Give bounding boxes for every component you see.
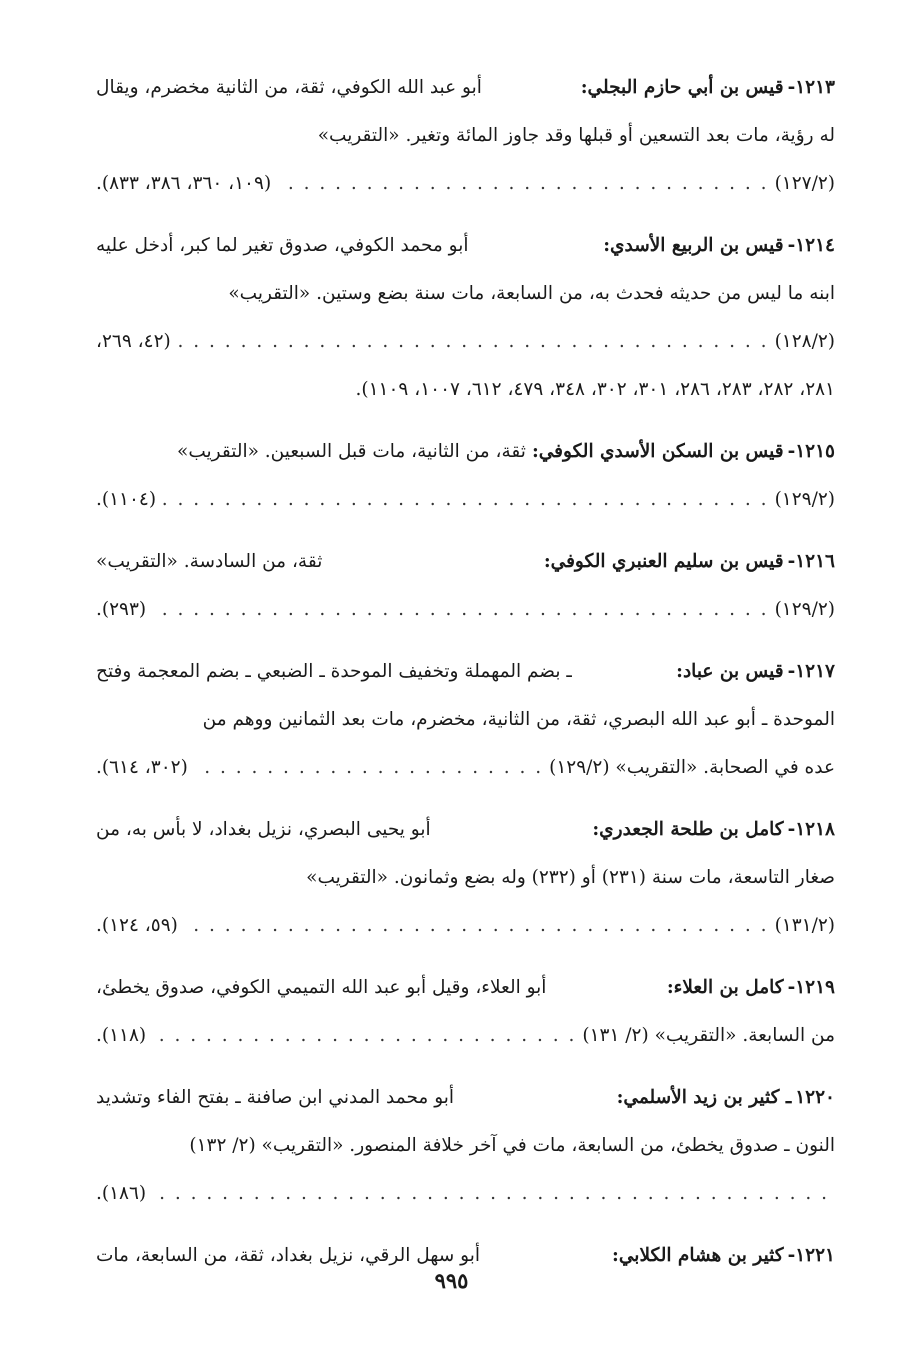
dot-leader (177, 318, 769, 366)
source-reference: (١٢٨/٢) (774, 331, 835, 352)
page-references: (٢٩٣). (96, 599, 147, 620)
dot-leader (162, 476, 769, 524)
entry-number: ١٢١٨- (787, 819, 835, 840)
entry-line (96, 1074, 835, 1122)
entry-text: أبو محمد الكوفي، صدوق تغير لما كبر، أدخل عليه (96, 235, 469, 256)
entry-text: ثقة، من الثانية، مات قبل السبعين. «التقريب» (177, 441, 526, 462)
dot-leader (152, 1012, 576, 1060)
entry-text: أبو العلاء، وقيل أبو عبد الله التميمي الكوفي، صدوق يخطئ، (96, 977, 547, 998)
page-references: (١٠٩، ٣٦٠، ٣٨٦، ٨٣٣). (96, 173, 272, 194)
biography-entry-1219 (96, 964, 835, 1060)
source-reference: (١٢٩/٢) (774, 599, 835, 620)
entry-text: أبو يحيى البصري، نزيل بغداد، لا بأس به، من (96, 819, 431, 840)
entry-line (96, 270, 835, 318)
page-references: (١٨٦). (96, 1183, 147, 1204)
entry-line (96, 806, 835, 854)
entry-number: ١٢١٧- (787, 661, 835, 682)
biography-entry-1217 (96, 648, 835, 792)
entry-number: ١٢١٦- (787, 551, 835, 572)
dot-leader (277, 160, 768, 208)
entry-text: أبو سهل الرقي، نزيل بغداد، ثقة، من السابعة، مات (96, 1245, 481, 1266)
entry-line (96, 112, 835, 160)
dot-leader (194, 744, 543, 792)
source-reference: عده في الصحابة. «التقريب» (١٢٩/٢) (549, 757, 835, 778)
entry-text: النون ـ صدوق يخطئ، من السابعة، مات في آخر خلافة المنصور. «التقريب» (٢/ ١٣٢) (189, 1135, 835, 1156)
source-reference: (١٣١/٢) (774, 915, 835, 936)
entry-number: ١٢١٥- (787, 441, 835, 462)
entry-number: ١٢١٣- (787, 77, 835, 98)
narrator-name: كامل بن العلاء: (666, 977, 784, 998)
entry-text: له رؤية، مات بعد التسعين أو قبلها وقد جاوز المائة وتغير. «التقريب» (317, 125, 835, 146)
entry-number: ١٢١٩- (787, 977, 835, 998)
narrator-name: كثير بن هشام الكلابي: (612, 1245, 784, 1266)
reference-line (96, 586, 835, 634)
entry-number: ١٢١٤- (787, 235, 835, 256)
entry-text: الموحدة ـ أبو عبد الله البصري، ثقة، من الثانية، مخضرم، مات بعد الثمانين ووهم من (202, 709, 835, 730)
reference-line (96, 902, 835, 950)
narrator-name: قيس بن سليم العنبري الكوفي: (543, 551, 784, 572)
biography-entry-1216 (96, 538, 835, 634)
page-number: ٩٩٥ (434, 1268, 469, 1293)
page-references: (١١٨). (96, 1025, 147, 1046)
dot-leader (152, 1170, 829, 1218)
entry-text: أبو عبد الله الكوفي، ثقة، من الثانية مخضرم، ويقال (96, 77, 482, 98)
page-references-continued: ٢٨١، ٢٨٢، ٢٨٣، ٢٨٦، ٣٠١، ٣٠٢، ٣٤٨، ٤٧٩، ٦١٢، ١٠٠٧، ١١٠٩). (355, 379, 835, 400)
narrator-name: ـ كثير بن زيد الأسلمي: (616, 1087, 792, 1108)
entry-line (96, 854, 835, 902)
entry-line (96, 1122, 835, 1170)
page-references: (١١٠٤). (96, 489, 157, 510)
narrator-name: قيس بن أبي حازم البجلي: (580, 77, 784, 98)
source-reference: من السابعة. «التقريب» (٢/ ١٣١) (582, 1025, 835, 1046)
entry-line (96, 538, 835, 586)
reference-line (96, 744, 835, 792)
entry-line (96, 964, 835, 1012)
entry-line (96, 222, 835, 270)
entry-number: ١٢٢١- (787, 1245, 835, 1266)
dot-leader (152, 586, 768, 634)
narrator-name: قيس بن الربيع الأسدي: (603, 235, 784, 256)
reference-continuation (96, 366, 835, 414)
entry-text: ـ بضم المهملة وتخفيف الموحدة ـ الضبعي ـ بضم المعجمة وفتح (96, 661, 572, 682)
entry-number: ١٢٢٠ (795, 1087, 835, 1108)
entry-text: أبو محمد المدني ابن صافنة ـ بفتح الفاء وتشديد (96, 1087, 455, 1108)
page-references: (٤٢، ٢٦٩، (96, 331, 171, 352)
reference-line (96, 160, 835, 208)
reference-line (96, 318, 835, 366)
entry-line (96, 428, 835, 476)
entries-list (96, 64, 835, 1294)
biography-entry-1218 (96, 806, 835, 950)
narrator-name: كامل بن طلحة الجعدري: (592, 819, 784, 840)
entry-line (96, 696, 835, 744)
biography-entry-1214 (96, 222, 835, 414)
narrator-name: قيس بن عباد: (676, 661, 784, 682)
entry-text: ثقة، من السادسة. «التقريب» (96, 551, 323, 572)
source-reference: (١٢٩/٢) (774, 489, 835, 510)
biography-entry-1220 (96, 1074, 835, 1218)
page-references: (٥٩، ١٢٤). (96, 915, 178, 936)
entry-text: ابنه ما ليس من حديثه فحدث به، من السابعة، مات سنة بضع وستين. «التقريب» (228, 283, 835, 304)
entry-line (96, 64, 835, 112)
reference-line (96, 1170, 835, 1218)
biography-entry-1213 (96, 64, 835, 208)
page-references: (٣٠٢، ٦١٤). (96, 757, 188, 778)
reference-line (96, 476, 835, 524)
entry-text: صغار التاسعة، مات سنة (٢٣١) أو (٢٣٢) وله بضع وثمانون. «التقريب» (306, 867, 835, 888)
entry-line (96, 648, 835, 696)
reference-line (96, 1012, 835, 1060)
biography-entry-1215 (96, 428, 835, 524)
source-reference: (١٢٧/٢) (774, 173, 835, 194)
narrator-name: قيس بن السكن الأسدي الكوفي: (531, 441, 784, 462)
dot-leader (184, 902, 769, 950)
